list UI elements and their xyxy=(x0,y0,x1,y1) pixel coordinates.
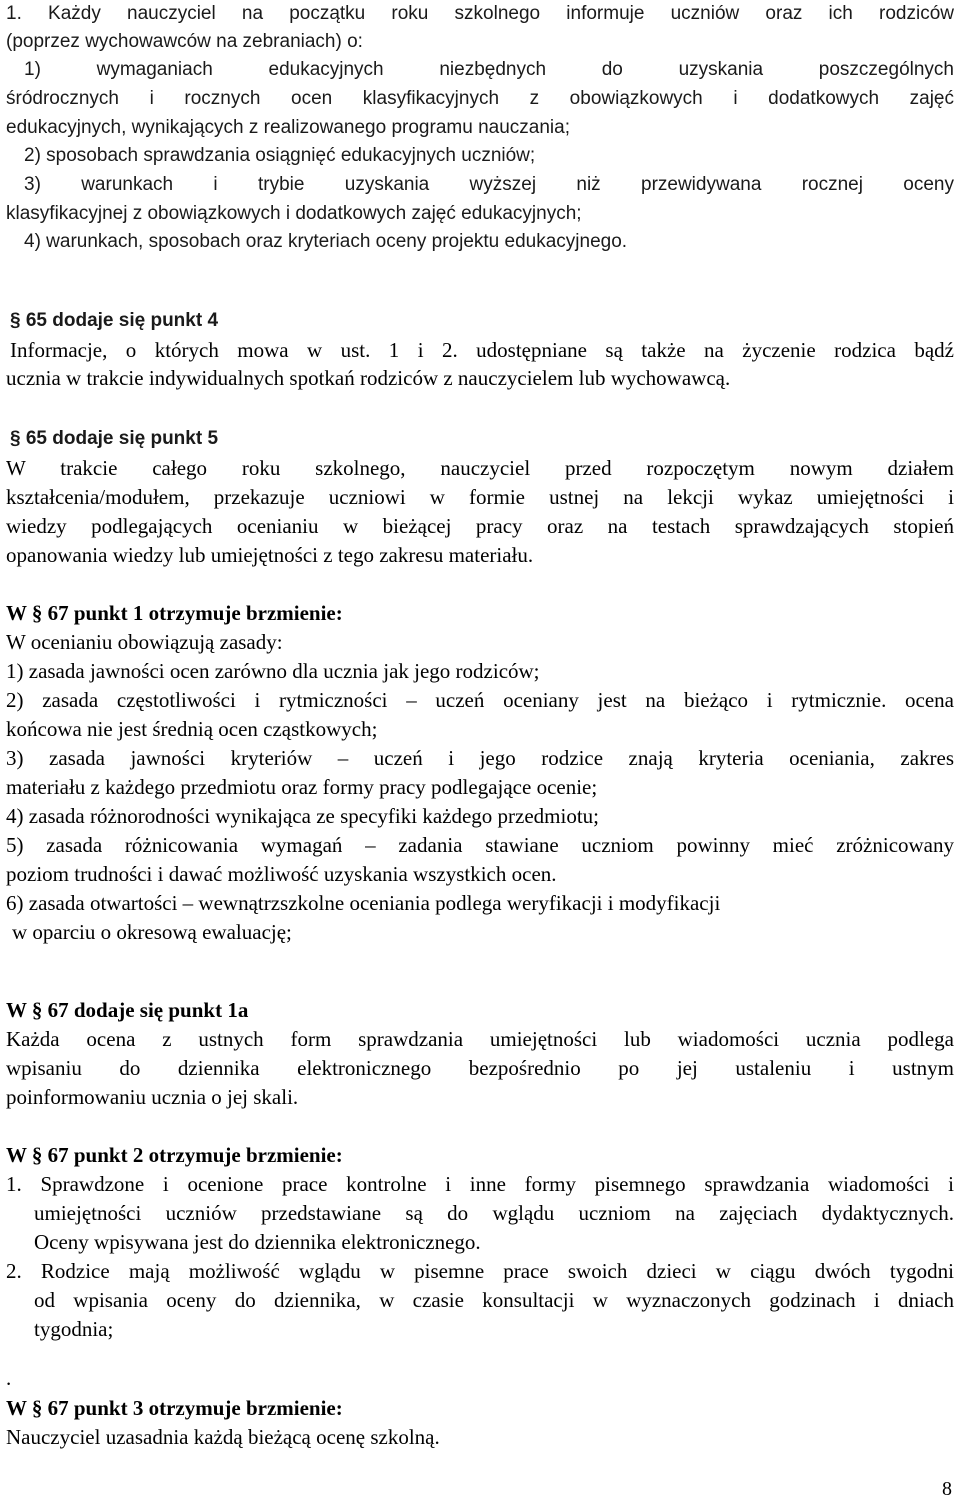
section-heading: W § 67 punkt 2 otrzymuje brzmienie: xyxy=(6,1143,343,1167)
paragraph-line: poinformowaniu ucznia o jej skali. xyxy=(6,1085,299,1109)
paragraph-line: W trakcie całego roku szkolnego, nauczyciel przed rozpoczętym nowym działem xyxy=(6,456,954,480)
paragraph-line: edukacyjnych, wynikających z realizowanego programu nauczania; xyxy=(6,117,570,138)
list-item: 6) zasada otwartości – wewnątrzszkolne oceniania podlega weryfikacji i modyfikacji xyxy=(6,891,721,915)
paragraph-line: Informacje, o których mowa w ust. 1 i 2. udostępniane są także na życzenie rodzica bądź xyxy=(10,338,954,362)
paragraph-line: kształcenia/modułem, przekazuje uczniowi w formie ustnej na lekcji wykaz umiejętności i xyxy=(6,485,954,509)
paragraph-line: klasyfikacyjnej z obowiązkowych i dodatkowych zajęć edukacyjnych; xyxy=(6,203,582,224)
paragraph-line: Nauczyciel uzasadnia każdą bieżącą ocenę szkolną. xyxy=(6,1425,440,1449)
paragraph-line: 1. Każdy nauczyciel na początku roku szkolnego informuje uczniów oraz ich rodziców xyxy=(6,3,954,24)
list-item: 3) warunkach i trybie uzyskania wyższej niż przewidywana rocznej oceny xyxy=(24,174,954,195)
list-item: 2) sposobach sprawdzania osiągnięć edukacyjnych uczniów; xyxy=(24,145,536,166)
paragraph-line: opanowania wiedzy lub umiejętności z tego zakresu materiału. xyxy=(6,543,534,567)
paragraph-line: (poprzez wychowawców na zebraniach) o: xyxy=(6,31,363,52)
list-item: 2) zasada częstotliwości i rytmiczności – uczeń oceniany jest na bieżąco i rytmicznie. ocena xyxy=(6,688,954,712)
paragraph-line: Oceny wpisywana jest do dziennika elektronicznego. xyxy=(34,1230,481,1254)
paragraph-line: śródrocznych i rocznych ocen klasyfikacyjnych z obowiązkowych i dodatkowych zajęć xyxy=(6,88,954,109)
paragraph-line: umiejętności uczniów przedstawiane są do wglądu uczniom na zajęciach dydaktycznych. xyxy=(34,1201,954,1225)
paragraph-line: od wpisania oceny do dziennika, w czasie konsultacji w wyznaczonych godzinach i dniach xyxy=(34,1288,954,1312)
list-item: 2. Rodzice mają możliwość wglądu w pisemne prace swoich dzieci w ciągu dwóch tygodni xyxy=(6,1259,954,1283)
list-item: 1. Sprawdzone i ocenione prace kontrolne i inne formy pisemnego sprawdzania wiadomości i xyxy=(6,1172,954,1196)
list-item: 5) zasada różnicowania wymagań – zadania stawiane uczniom powinny mieć zróżnicowany xyxy=(6,833,954,857)
list-item: 3) zasada jawności kryteriów – uczeń i jego rodzice znają kryteria oceniania, zakres xyxy=(6,746,954,770)
paragraph-line: wpisaniu do dziennika elektronicznego bezpośrednio po jej ustaleniu i ustnym xyxy=(6,1056,954,1080)
paragraph-line: Każda ocena z ustnych form sprawdzania umiejętności lub wiadomości ucznia podlega xyxy=(6,1027,954,1051)
paragraph-line: poziom trudności i dawać możliwość uzyskania wszystkich ocen. xyxy=(6,862,557,886)
section-heading: W § 67 punkt 1 otrzymuje brzmienie: xyxy=(6,601,343,625)
paragraph-line: tygodnia; xyxy=(34,1317,114,1341)
section-heading: § 65 dodaje się punkt 5 xyxy=(10,428,219,449)
section-heading: W § 67 dodaje się punkt 1a xyxy=(6,998,249,1022)
section-heading: § 65 dodaje się punkt 4 xyxy=(10,310,219,331)
paragraph-line: ucznia w trakcie indywidualnych spotkań rodziców z nauczycielem lub wychowawcą. xyxy=(6,366,731,390)
list-item: 1) wymaganiach edukacyjnych niezbędnych do uzyskania poszczególnych xyxy=(24,59,954,80)
list-item: 4) warunkach, sposobach oraz kryteriach oceny projektu edukacyjnego. xyxy=(24,231,628,252)
paragraph-line: końcowa nie jest średnią ocen cząstkowych; xyxy=(6,717,378,741)
paragraph-line: materiału z każdego przedmiotu oraz formy pracy podlegające ocenie; xyxy=(6,775,598,799)
list-item: 4) zasada różnorodności wynikająca ze specyfiki każdego przedmiotu; xyxy=(6,804,600,828)
list-item: 1) zasada jawności ocen zarówno dla ucznia jak jego rodziców; xyxy=(6,659,540,683)
section-heading: W § 67 punkt 3 otrzymuje brzmienie: xyxy=(6,1396,343,1420)
paragraph-line: w oparciu o okresową ewaluację; xyxy=(12,920,292,944)
stray-dot: . xyxy=(6,1366,12,1390)
paragraph-line: wiedzy podlegających ocenianiu w bieżącej pracy oraz na testach sprawdzających stopień xyxy=(6,514,954,538)
page-number: 8 xyxy=(942,1478,952,1500)
paragraph-line: W ocenianiu obowiązują zasady: xyxy=(6,630,283,654)
